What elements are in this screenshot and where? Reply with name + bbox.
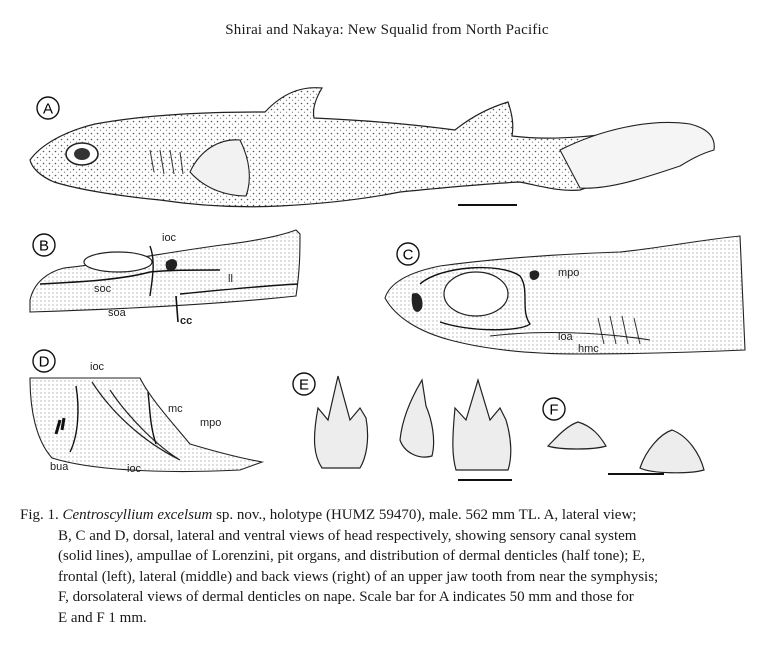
- label-soc-b: soc: [94, 283, 112, 295]
- label-mc-d: mc: [168, 403, 183, 415]
- denticle-left: [548, 422, 606, 449]
- label-bua-d: bua: [50, 461, 69, 473]
- panel-e: [293, 373, 512, 480]
- running-head: Shirai and Nakaya: New Squalid from North Pacific: [225, 22, 549, 38]
- caption-line-4: frontal (left), lateral (middle) and back views (right) of an upper jaw tooth from near the symphysis;: [58, 568, 659, 585]
- panel-b: [30, 230, 300, 327]
- panel-a-label: A: [42, 100, 54, 118]
- eye-b: [84, 252, 152, 272]
- panel-c-label: C: [402, 246, 414, 264]
- tooth-lateral: [400, 380, 434, 457]
- tooth-frontal: [315, 376, 368, 468]
- shark-pupil: [74, 148, 90, 160]
- denticle-right: [640, 430, 704, 473]
- caption-line-5: F, dorsolateral views of dermal denticles on nape. Scale bar for A indicates 50 mm and those for: [58, 589, 634, 606]
- panel-c: [385, 236, 745, 355]
- tail-fin: [560, 122, 714, 188]
- label-ll-b: ll: [228, 273, 233, 285]
- panel-f: [543, 398, 704, 474]
- panel-b-label: B: [38, 237, 50, 255]
- label-ioc-b: ioc: [162, 232, 177, 244]
- panel-e-label: E: [298, 376, 310, 394]
- panel-f-label: F: [549, 401, 559, 419]
- label-hmc-c: hmc: [578, 343, 599, 355]
- caption-fig-label: Fig. 1.: [20, 507, 59, 523]
- eye-c: [444, 272, 508, 316]
- label-loa-c: loa: [558, 331, 573, 343]
- tooth-back: [453, 380, 511, 470]
- caption-species: Centroscyllium excelsum: [62, 507, 213, 523]
- panel-d: [30, 350, 262, 475]
- figure-caption: [20, 505, 760, 629]
- label-soa-b: soa: [108, 307, 126, 319]
- panel-a: [30, 88, 714, 207]
- caption-line-6: E and F 1 mm.: [58, 609, 147, 626]
- label-ioc-d-bottom: ioc: [127, 463, 142, 475]
- caption-line-2: B, C and D, dorsal, lateral and ventral views of head respectively, showing sensory canal system: [58, 527, 637, 544]
- caption-line-1: [20, 505, 760, 526]
- panel-d-label: D: [38, 353, 50, 371]
- label-cc-b: cc: [180, 315, 193, 327]
- caption-line-1-rest: sp. nov., holotype (HUMZ 59470), male. 562 mm TL. A, lateral view;: [212, 507, 637, 523]
- label-mpo-d: mpo: [200, 417, 222, 429]
- caption-line-3: (solid lines), ampullae of Lorenzini, pit organs, and distribution of dermal denticles (half tone); E,: [58, 548, 646, 565]
- head-d-outline: [30, 378, 262, 472]
- label-ioc-d-top: ioc: [90, 361, 105, 373]
- label-mpo-c: mpo: [558, 267, 580, 279]
